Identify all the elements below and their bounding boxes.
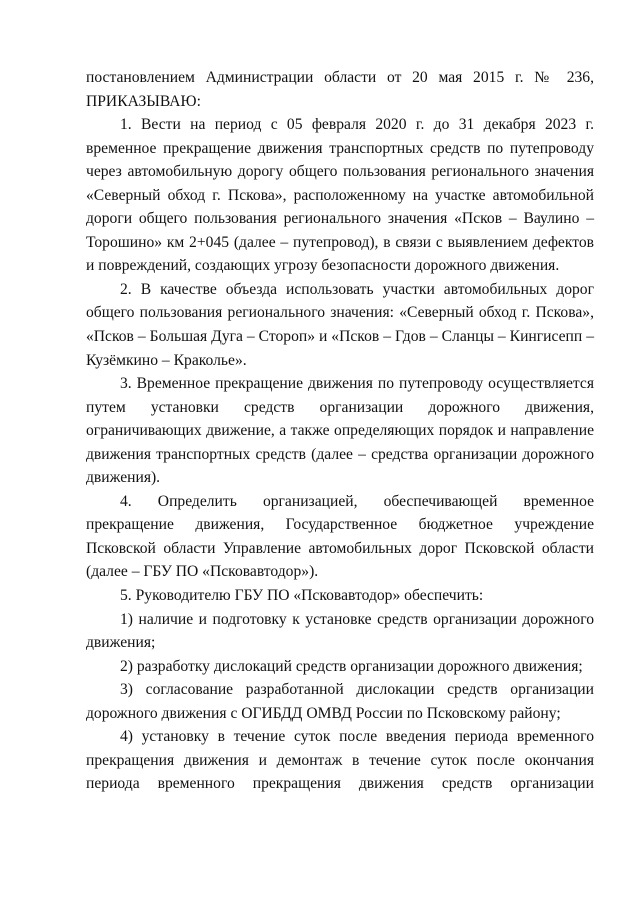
item-3-paragraph: 3. Временное прекращение движения по путепроводу осуществляется путем установки средств организации дорожного движения, ограничивающих движение, а также определяющих порядок и направление движения транспортных средств (далее – средства организации дорожного движения). bbox=[86, 375, 594, 487]
item-5-3-paragraph: 3) согласование разработанной дислокации средств организации дорожного движения с ОГИБДД ОМВД России по Псковскому району; bbox=[86, 681, 594, 722]
order-heading: ПРИКАЗЫВАЮ: bbox=[86, 92, 201, 110]
item-5-2-paragraph: 2) разработку дислокаций средств организации дорожного движения; bbox=[120, 657, 583, 675]
item-1-paragraph: 1. Вести на период с 05 февраля 2020 г. до 31 декабря 2023 г. временное прекращение движения транспортных средств по путепроводу через автомобильную дорогу общего пользования регионального значения «Северный обход г. Пскова», расположенному на участке автомобильной дороги общего пользования регионального значения «Псков – Ваулино – Торошино» км 2+045 (далее – путепровод), в связи с выявлением дефектов и повреждений, создающих угрозу безопасности дорожного движения. bbox=[86, 116, 594, 275]
item-5-paragraph: 5. Руководителю ГБУ ПО «Псковавтодор» обеспечить: bbox=[120, 587, 484, 605]
intro-paragraph: постановлением Администрации области от 20 мая 2015 г. № 236, bbox=[86, 69, 594, 86]
item-5-4-paragraph: 4) установку в течение суток после введения периода временного прекращения движения и демонтаж в течение суток после окончания периода временного прекращения движения средств организации bbox=[86, 728, 594, 793]
item-5-1-paragraph: 1) наличие и подготовку к установке средств организации дорожного движения; bbox=[86, 610, 594, 652]
document-page bbox=[86, 66, 594, 796]
item-4-paragraph: 4. Определить организацией, обеспечивающей временное прекращение движения, Государственное бюджетное учреждение Псковской области Управление автомобильных дорог Псковской области (далее – ГБУ ПО «Псковавтодор»). bbox=[86, 492, 594, 581]
item-2-paragraph: 2. В качестве объезда использовать участки автомобильных дорог общего пользования регионального значения: «Северный обход г. Пскова», «Псков – Большая Дуга – Стороп» и «Псков – Гдов – Сланцы – Кингисепп – Кузёмкино – Краколье». bbox=[86, 280, 594, 369]
